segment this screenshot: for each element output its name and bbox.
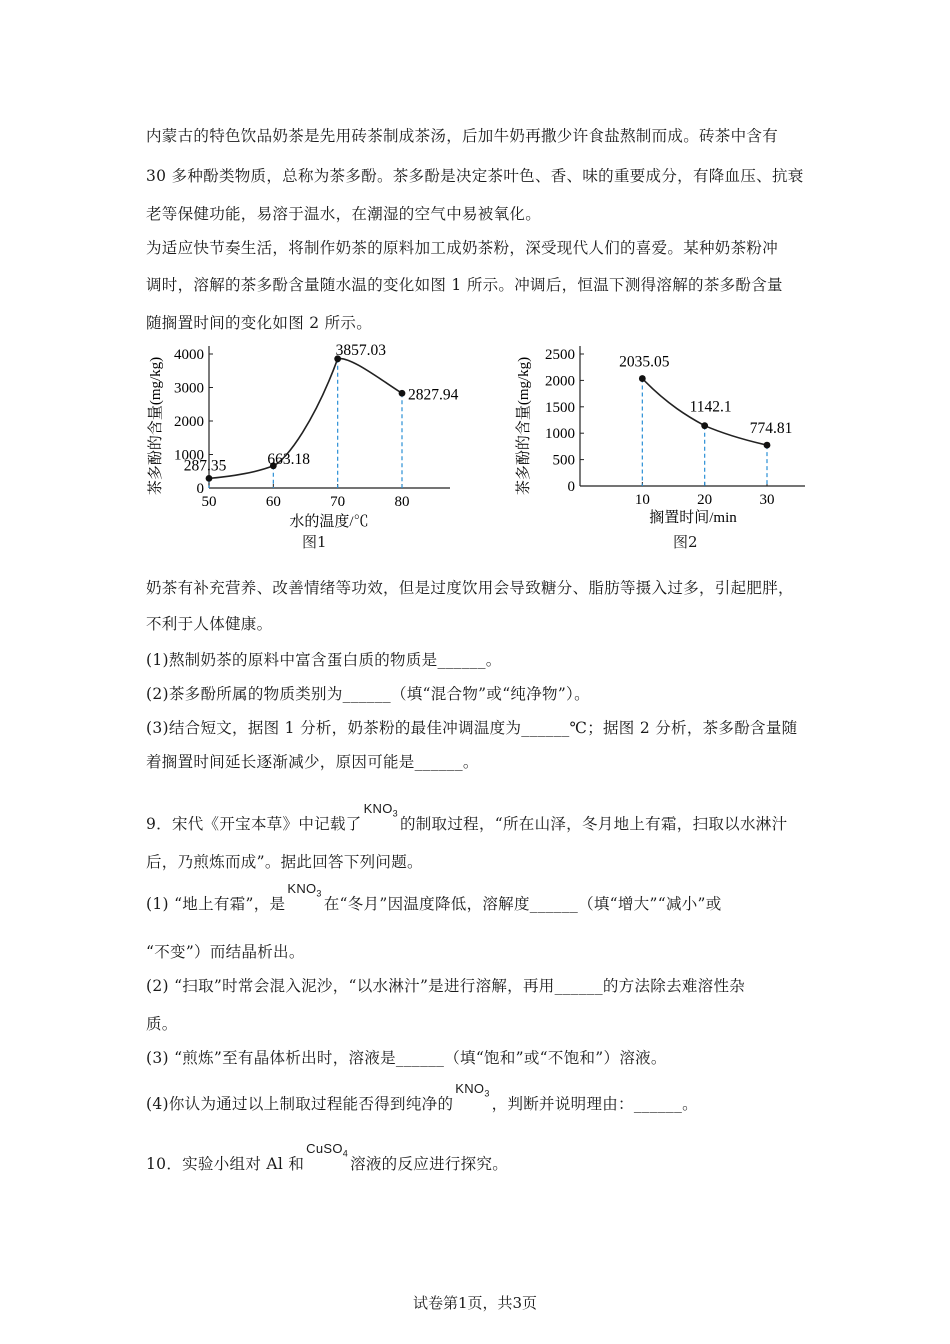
chart-y-tick-label: 1000 xyxy=(545,426,575,443)
chart-y-tick-label: 2000 xyxy=(545,373,575,390)
paragraph-line: 为适应快节奏生活，将制作奶茶的原料加工成奶茶粉，深受现代人们的喜爱。某种奶茶粉冲 xyxy=(146,239,779,257)
figure-1-caption: 图1 xyxy=(302,533,327,551)
chart-data-point xyxy=(399,390,406,397)
chart-y-tick-label: 2000 xyxy=(174,414,204,430)
question-9-1: (1) “地上有霜”，是$KNO_3$在“冬月”因温度降低，溶解度______（填“增大”“减小”或 xyxy=(146,881,722,913)
question-8-1: (1)熬制奶茶的原料中富含蛋白质的物质是______。 xyxy=(146,651,502,669)
chart-x-tick-label: 80 xyxy=(394,494,410,510)
question-9-2-line1: (2) “扫取”时常会混入泥沙，“以水淋汁”是进行溶解，再用______的方法除去难溶性杂 xyxy=(146,977,746,995)
chart-data-label: 2827.94 xyxy=(408,386,459,404)
paragraph-line: 老等保健功能，易溶于温水，在潮湿的空气中易被氧化。 xyxy=(146,205,542,223)
paragraph-line: 内蒙古的特色饮品奶茶是先用砖茶制成茶汤，后加牛奶再撒少许食盐熬制而成。砖茶中含有 xyxy=(146,127,779,145)
chem-formula-kno3: $KNO_3$ xyxy=(363,801,398,819)
chart-data-point xyxy=(639,375,646,382)
question-9-2-line2: 质。 xyxy=(146,1015,178,1033)
paragraph-line: 调时，溶解的茶多酚含量随水温的变化如图 1 所示。冲调后，恒温下测得溶解的茶多酚含量 xyxy=(146,276,783,294)
chart-data-point xyxy=(764,442,771,449)
question-8-2: (2)茶多酚所属的物质类别为______（填“混合物”或“纯净物”）。 xyxy=(146,685,590,703)
figure-2-caption: 图2 xyxy=(673,533,698,551)
chart-x-tick-label: 30 xyxy=(759,492,775,508)
page-footer: 试卷第1页，共3页 xyxy=(412,1294,538,1312)
chart-y-axis-label: 茶多酚的含量(mg/kg) xyxy=(516,356,532,496)
question-8-3-line2: 着搁置时间延长逐渐减少，原因可能是______。 xyxy=(146,753,479,771)
chart-data-label: 663.18 xyxy=(267,450,310,468)
chart-x-axis-label: 水的温度/℃ xyxy=(289,514,369,530)
paragraph-line: 奶茶有补充营养、改善情绪等功效，但是过度饮用会导致糖分、脂肪等摄入过多，引起肥胖， xyxy=(146,579,794,597)
figure-1-chart xyxy=(140,336,470,556)
chart-y-tick-label: 2500 xyxy=(545,347,575,363)
question-9-stem-line2: 后，乃煎炼而成”。据此回答下列问题。 xyxy=(146,853,423,871)
chart-y-tick-label: 0 xyxy=(567,479,575,495)
chart-data-label: 774.81 xyxy=(749,420,793,438)
chart-data-point xyxy=(206,475,213,482)
chart-y-tick-label: 0 xyxy=(196,481,204,497)
question-10-stem: 10．实验小组对 Al 和CuSO$_4$溶液的反应进行探究。 xyxy=(146,1141,509,1173)
chart-y-tick-label: 500 xyxy=(552,452,575,469)
chart-y-tick-label: 1000 xyxy=(174,447,204,464)
question-9-3: (3) “煎炼”至有晶体析出时，溶液是______（填“饱和”或“不饱和”）溶液。 xyxy=(146,1049,667,1067)
chart-x-tick-label: 70 xyxy=(330,494,346,510)
chart-x-tick-label: 10 xyxy=(634,492,650,508)
chart-y-tick-label: 3000 xyxy=(174,380,204,397)
chem-formula-kno3: $KNO_3$ xyxy=(455,1081,490,1099)
paragraph-line: 30 多种酚类物质，总称为茶多酚。茶多酚是决定茶叶色、香、味的重要成分，有降血压、抗衰 xyxy=(146,167,804,185)
chart-x-tick-label: 20 xyxy=(697,492,713,508)
chart-data-label: 1142.1 xyxy=(689,398,732,416)
chart-data-label: 2035.05 xyxy=(619,353,670,371)
chart-data-label: 3857.03 xyxy=(335,341,387,359)
chem-formula-kno3: $KNO_3$ xyxy=(287,881,322,899)
question-9-stem: 9．宋代《开宝本草》中记载了$KNO_3$的制取过程，“所在山泽，冬月地上有霜，扫取以水淋汁 xyxy=(146,801,788,833)
chart-x-axis-label: 搁置时间/min xyxy=(649,510,737,526)
question-9-4: (4)你认为通过以上制取过程能否得到纯净的$KNO_3$，判断并说明理由：______。 xyxy=(146,1081,698,1113)
question-9-1-line2: “不变”）而结晶析出。 xyxy=(146,943,305,961)
paragraph-line: 不利于人体健康。 xyxy=(146,615,273,633)
paragraph-line: 随搁置时间的变化如图 2 所示。 xyxy=(146,314,373,332)
chart-y-tick-label: 1500 xyxy=(545,399,575,416)
chart-data-label: 287.35 xyxy=(183,457,227,475)
chart-data-point xyxy=(701,422,708,429)
chart-y-axis-label: 茶多酚的含量(mg/kg) xyxy=(148,356,164,496)
chem-formula-cuso4: CuSO$_4$ xyxy=(306,1141,349,1159)
figure-2-chart xyxy=(508,336,818,556)
question-8-3-line1: (3)结合短文，据图 1 分析，奶茶粉的最佳冲调温度为______℃；据图 2 分析，茶多酚含量随 xyxy=(146,719,798,737)
chart-x-tick-label: 60 xyxy=(265,494,281,510)
chart-y-tick-label: 4000 xyxy=(174,347,204,363)
chart-x-tick-label: 50 xyxy=(201,494,217,510)
